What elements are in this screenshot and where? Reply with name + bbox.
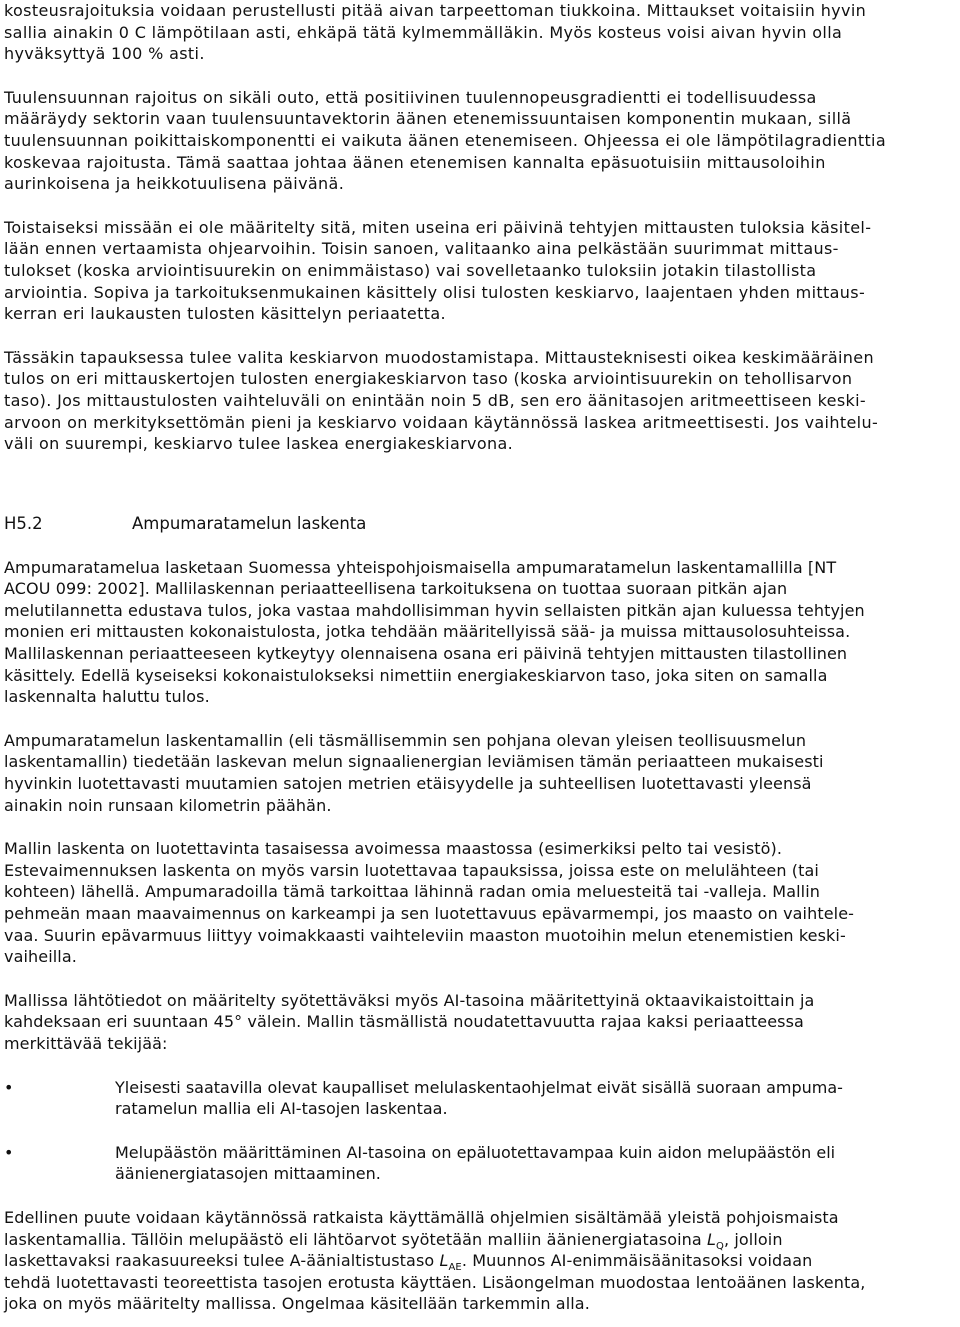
section-heading (4, 513, 956, 535)
lae-subscript: AE (448, 1262, 462, 1274)
text-line: Ampumaratamelun laskentamallin (eli täsmällisemmin sen pohjana olevan yleisen teollisuusmelun (4, 730, 807, 750)
text-line: kahdeksaan eri suuntaan 45° välein. Mallin täsmällistä noudatettavuutta rajaa kaksi periaatteessa (4, 1012, 804, 1032)
paragraph-spacer (4, 968, 956, 990)
text-run: , jolloin (723, 1229, 783, 1249)
lq-symbol: L (706, 1229, 716, 1249)
text-line (4, 1229, 956, 1251)
lq-subscript: Q (716, 1240, 724, 1252)
text-run: laskentamallia. Tällöin melupäästö eli lähtöarvot syötetään malliin äänienergiatasoina (4, 1229, 707, 1249)
text-run: laskettavaksi raakasuureeksi tulee A-äänialtistustaso (4, 1251, 440, 1271)
text-line: sallia ainakin 0 C lämpötilaan asti, ehkäpä tätä kylmemmälläkin. Myös kosteus voisi aivan hyvin olla (4, 22, 843, 42)
document-page (4, 0, 956, 1315)
text-line: äänienergiatasojen mittaaminen. (115, 1164, 381, 1184)
text-line: Toistaiseksi missään ei ole määritelty sitä, miten useina eri päivinä tehtyjen mittausten tuloksia käsitel- (4, 217, 872, 237)
text-line: tulokset (koska arviointisuurekin on enimmäistaso) vai sovelletaanko tuloksiin jotakin tilastollista (4, 260, 817, 280)
bullet-list (4, 1077, 956, 1185)
text-line: Mallilaskennan periaatteeseen kytkeytyy olennaisena osana eri päivinä tehtyjen mittausten tilastollinen (4, 644, 848, 664)
text-line: Melupäästön määrittäminen AI-tasoina on epäluotettavampaa kuin aidon melupäästön eli (115, 1142, 836, 1162)
text-line: kerran eri laukausten tulosten käsittelyn periaatetta. (4, 304, 446, 324)
section-spacer (4, 455, 956, 513)
text-line: kohteen) lähellä. Ampumaradoilla tämä tarkoittaa lähinnä radan omia meluesteitä tai -valleja. Mallin (4, 882, 820, 902)
paragraph-spacer (4, 1055, 956, 1077)
wind-direction-paragraph (4, 87, 956, 195)
text-line: väli on suurempi, keskiarvo tulee laskea energiakeskiarvona. (4, 434, 514, 454)
list-item (4, 1142, 956, 1185)
text-line: ACOU 099: 2002]. Mallilaskennan periaatteellisena tarkoituksena on tuottaa suoraan pitkän ajan (4, 579, 788, 599)
paragraph-spacer (4, 535, 956, 557)
text-line: hyvinkin luotettavasti muutamien satojen metrien etäisyydelle ja suhteellisen luotettavasti yleensä (4, 774, 812, 794)
text-line: kosteusrajoituksia voidaan perustellusti pitää aivan tarpeettoman tiukkoina. Mittaukset voitaisiin hyvin (4, 1, 867, 20)
text-line: lään ennen vertaamista ohjearvoihin. Toisin sanoen, valitaanko aina pelkästään suurimmat mittaus- (4, 239, 839, 259)
text-line: ainakin noin runsaan kilometrin päähän. (4, 795, 332, 815)
paragraph-spacer (4, 325, 956, 347)
list-item (4, 1077, 956, 1120)
text-line (4, 1250, 956, 1272)
text-line: aurinkoisena ja heikkotuulisena päivänä. (4, 174, 345, 194)
paragraph-spacer (4, 1185, 956, 1207)
text-line: pehmeän maan maavaimennus on karkeampi ja sen luotettavuus epävarmempi, jos maasto on vaihtele- (4, 904, 855, 923)
paragraph-spacer (4, 65, 956, 87)
text-line: melutilannetta edustava tulos, joka vastaa mahdollisimman hyvin sellaisten pitkän ajan kuluessa tehtyjen (4, 600, 865, 620)
text-line: Edellinen puute voidaan käytännössä ratkaista käyttämällä ohjelmien sisältämää yleistä pohjoismaista (4, 1207, 839, 1227)
terrain-paragraph (4, 838, 956, 968)
text-line: tulos on eri mittauskertojen tulosten energiakeskiarvon taso (koska arviointisuurekin on tehollisarvon (4, 369, 853, 389)
text-line: Estevaimennuksen laskenta on myös varsin luotettavaa tapauksissa, joissa este on melulähteen (tai (4, 860, 819, 880)
text-line: joka on myös määritelty mallissa. Ongelmaa käsitellään tarkemmin alla. (4, 1294, 590, 1314)
text-line: merkittävää tekijää: (4, 1033, 168, 1053)
text-line: käsittely. Edellä kyseiseksi kokonaistulokseksi nimettiin energiakeskiarvon taso, joka siten on samalla (4, 665, 828, 685)
text-line: laskentamallin) tiedetään laskevan melun signaalienergian leviämisen tämän periaatteen mukaisesti (4, 752, 824, 772)
section-title: Ampumaratamelun laskenta (132, 513, 367, 533)
list-item-text (115, 1142, 956, 1185)
text-line: määräydy sektorin vaan tuulensuuntavektorin äänen etenemissuuntaisen komponentin mukaan, sillä (4, 109, 852, 129)
text-line: Ampumaratamelua lasketaan Suomessa yhteispohjoismaisella ampumaratamelun laskentamallilla [NT (4, 557, 837, 577)
text-line: hyväksyttyä 100 % asti. (4, 44, 205, 64)
bullet-icon: • (4, 1077, 14, 1097)
bullet-icon: • (4, 1142, 14, 1162)
text-line: Mallin laskenta on luotettavinta tasaisessa avoimessa maastossa (esimerkiksi pelto tai vesistö). (4, 839, 783, 859)
paragraph-spacer (4, 816, 956, 838)
intro-paragraph (4, 0, 956, 65)
text-line: arviointia. Sopiva ja tarkoituksenmukainen käsittely olisi tulosten keskiarvo, laajentaen yhden mittaus- (4, 282, 866, 302)
lae-symbol: L (439, 1251, 449, 1271)
text-line: Tuulensuunnan rajoitus on sikäli outo, että positiivinen tuulennopeusgradientti ei todellisuudessa (4, 87, 817, 107)
model-paragraph (4, 730, 956, 816)
text-line: Mallissa lähtötiedot on määritelty syötettäväksi myös AI-tasoina määritettyinä oktaavikaistoittain ja (4, 990, 815, 1010)
text-line: ratamelun mallia eli AI-tasojen laskentaa. (115, 1099, 448, 1119)
average-paragraph (4, 347, 956, 455)
text-line: koskevaa rajoitusta. Tämä saattaa johtaa äänen etenemisen kannalta epäsuotuisiin mittausoloihin (4, 152, 826, 172)
text-line: arvoon on merkityksettömän pieni ja keskiarvo voidaan käytännössä laskea aritmeettisesti. Jos vaihtelu- (4, 412, 879, 432)
inputs-paragraph (4, 990, 956, 1055)
text-line: vaiheilla. (4, 947, 77, 967)
paragraph-spacer (4, 1120, 956, 1142)
text-line: vaa. Suurin epävarmuus liittyy voimakkaasti vaihteleviin maaston muotoihin melun etenemistien keski- (4, 925, 846, 945)
text-line: Yleisesti saatavilla olevat kaupalliset melulaskentaohjelmat eivät sisällä suoraan ampuma- (115, 1077, 843, 1097)
text-line: tuulensuunnan poikittaiskomponentti ei vaikuta äänen etenemiseen. Ohjeessa ei ole lämpötilagradienttia (4, 130, 887, 150)
section-number: H5.2 (4, 513, 43, 533)
text-line: monien eri mittausten kokonaistulosta, jotka tehdään määritellyissä sää- ja muissa mittausolosuhteissa. (4, 622, 851, 642)
text-run: . Muunnos AI-enimmäisäänitasoksi voidaan (461, 1251, 813, 1271)
paragraph-spacer (4, 708, 956, 730)
list-item-text (115, 1077, 956, 1120)
calculation-paragraph (4, 557, 956, 708)
final-paragraph (4, 1207, 956, 1315)
text-line: tehdä luotettavasti teoreettista tasojen erotusta käyttäen. Lisäongelman muodostaa lentoäänen laskenta, (4, 1272, 866, 1292)
text-line: laskennalta haluttu tulos. (4, 687, 210, 707)
text-line: taso). Jos mittaustulosten vaihteluväli on enintään noin 5 dB, sen ero äänitasojen aritmeettiseen keski- (4, 390, 867, 410)
paragraph-spacer (4, 195, 956, 217)
undefined-processing-paragraph (4, 217, 956, 325)
text-line: Tässäkin tapauksessa tulee valita keskiarvon muodostamistapa. Mittausteknisesti oikea keskimääräinen (4, 347, 874, 367)
